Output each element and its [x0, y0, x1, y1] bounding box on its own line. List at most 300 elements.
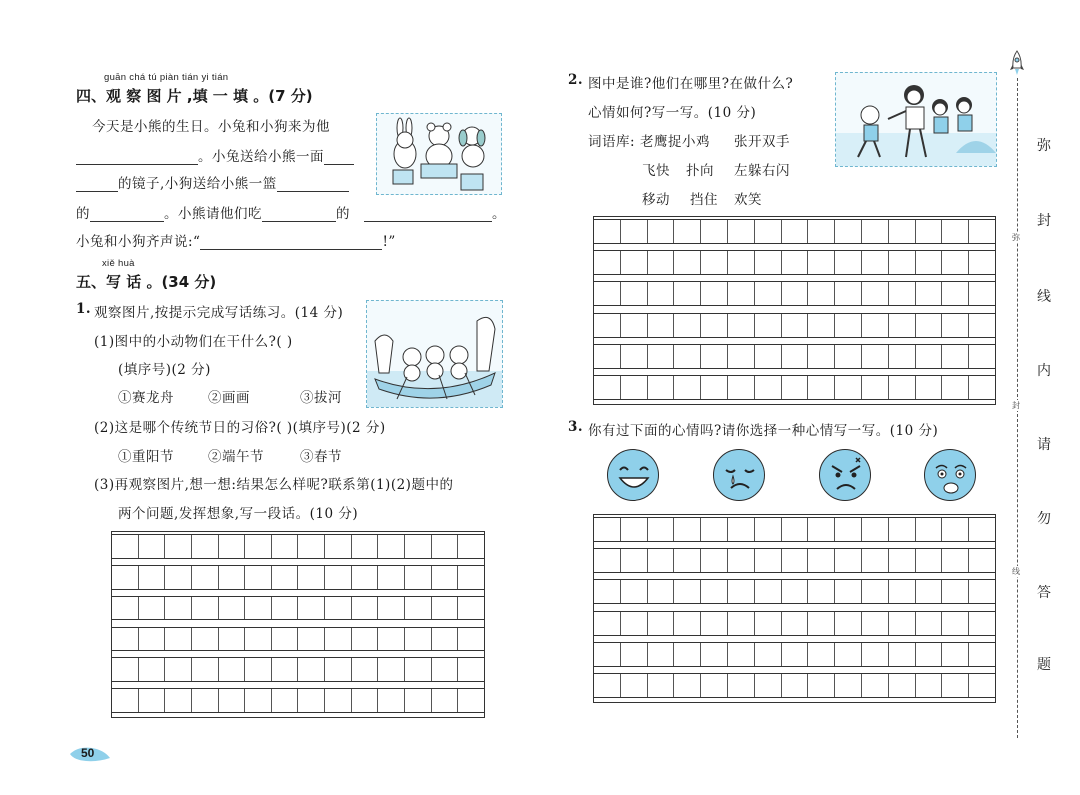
- grid-cell[interactable]: [889, 674, 916, 697]
- grid-cell[interactable]: [594, 612, 621, 635]
- writing-grid-q1[interactable]: [111, 531, 485, 718]
- grid-cell[interactable]: [648, 282, 675, 305]
- grid-cell[interactable]: [352, 566, 379, 589]
- grid-row: [112, 534, 484, 559]
- grid-cell[interactable]: [674, 674, 701, 697]
- grid-cell[interactable]: [192, 628, 219, 651]
- grid-cell[interactable]: [808, 345, 835, 368]
- grid-cell[interactable]: [325, 597, 352, 620]
- grid-cell[interactable]: [916, 345, 943, 368]
- grid-cell[interactable]: [405, 597, 432, 620]
- grid-cell[interactable]: [862, 580, 889, 603]
- grid-cell[interactable]: [889, 549, 916, 572]
- grid-cell[interactable]: [862, 251, 889, 274]
- grid-cell[interactable]: [782, 314, 809, 337]
- grid-cell[interactable]: [916, 251, 943, 274]
- grid-cell[interactable]: [889, 282, 916, 305]
- grid-cell[interactable]: [165, 689, 192, 712]
- grid-cell[interactable]: [942, 376, 969, 399]
- grid-cell[interactable]: [192, 597, 219, 620]
- grid-cell[interactable]: [701, 612, 728, 635]
- grid-cell[interactable]: [594, 220, 621, 243]
- grid-cell[interactable]: [916, 674, 943, 697]
- grid-cell[interactable]: [378, 628, 405, 651]
- grid-cell[interactable]: [219, 535, 246, 558]
- grid-cell[interactable]: [298, 689, 325, 712]
- grid-cell[interactable]: [458, 535, 484, 558]
- grid-cell[interactable]: [432, 597, 459, 620]
- grid-cell[interactable]: [701, 251, 728, 274]
- grid-cell[interactable]: [835, 251, 862, 274]
- grid-cell[interactable]: [701, 282, 728, 305]
- grid-cell[interactable]: [969, 643, 995, 666]
- grid-cell[interactable]: [755, 220, 782, 243]
- grid-cell[interactable]: [298, 597, 325, 620]
- grid-cell[interactable]: [325, 535, 352, 558]
- grid-cell[interactable]: [219, 597, 246, 620]
- grid-cell[interactable]: [782, 251, 809, 274]
- grid-cell[interactable]: [942, 674, 969, 697]
- grid-cell[interactable]: [808, 282, 835, 305]
- grid-cell[interactable]: [165, 658, 192, 681]
- grid-cell[interactable]: [112, 597, 139, 620]
- grid-cell[interactable]: [969, 251, 995, 274]
- grid-cell[interactable]: [298, 535, 325, 558]
- grid-cell[interactable]: [728, 282, 755, 305]
- grid-cell[interactable]: [835, 674, 862, 697]
- grid-cell[interactable]: [674, 580, 701, 603]
- grid-cell[interactable]: [165, 628, 192, 651]
- grid-cell[interactable]: [782, 220, 809, 243]
- grid-cell[interactable]: [808, 580, 835, 603]
- grid-cell[interactable]: [139, 566, 166, 589]
- grid-cell[interactable]: [916, 314, 943, 337]
- grid-cell[interactable]: [755, 376, 782, 399]
- grid-cell[interactable]: [378, 597, 405, 620]
- grid-cell[interactable]: [245, 658, 272, 681]
- grid-cell[interactable]: [378, 658, 405, 681]
- grid-cell[interactable]: [969, 580, 995, 603]
- grid-cell[interactable]: [916, 549, 943, 572]
- grid-cell[interactable]: [782, 376, 809, 399]
- grid-cell[interactable]: [352, 689, 379, 712]
- grid-row: [112, 627, 484, 652]
- grid-cell[interactable]: [139, 628, 166, 651]
- grid-cell[interactable]: [728, 549, 755, 572]
- grid-cell[interactable]: [139, 658, 166, 681]
- grid-cell[interactable]: [755, 345, 782, 368]
- grid-cell[interactable]: [245, 689, 272, 712]
- grid-cell[interactable]: [808, 251, 835, 274]
- fill-blank[interactable]: [364, 208, 492, 222]
- grid-cell[interactable]: [942, 580, 969, 603]
- grid-cell[interactable]: [862, 643, 889, 666]
- grid-cell[interactable]: [835, 643, 862, 666]
- grid-cell[interactable]: [139, 535, 166, 558]
- grid-cell[interactable]: [728, 345, 755, 368]
- grid-cell[interactable]: [648, 549, 675, 572]
- grid-cell[interactable]: [458, 689, 484, 712]
- grid-cell[interactable]: [755, 518, 782, 541]
- grid-cell[interactable]: [755, 549, 782, 572]
- margin-char: 封: [1037, 213, 1051, 229]
- grid-cell[interactable]: [165, 535, 192, 558]
- grid-cell[interactable]: [219, 689, 246, 712]
- grid-cell[interactable]: [621, 674, 648, 697]
- grid-cell[interactable]: [755, 314, 782, 337]
- grid-cell[interactable]: [594, 518, 621, 541]
- grid-cell[interactable]: [674, 220, 701, 243]
- grid-cell[interactable]: [862, 549, 889, 572]
- grid-cell[interactable]: [621, 549, 648, 572]
- grid-cell[interactable]: [139, 689, 166, 712]
- grid-row: [594, 611, 995, 636]
- grid-cell[interactable]: [648, 580, 675, 603]
- grid-cell[interactable]: [458, 628, 484, 651]
- grid-cell[interactable]: [458, 658, 484, 681]
- grid-cell[interactable]: [594, 314, 621, 337]
- grid-cell[interactable]: [594, 251, 621, 274]
- grid-cell[interactable]: [378, 689, 405, 712]
- grid-cell[interactable]: [889, 220, 916, 243]
- grid-cell[interactable]: [594, 282, 621, 305]
- grid-row: [594, 313, 995, 338]
- grid-cell[interactable]: [862, 612, 889, 635]
- grid-cell[interactable]: [782, 345, 809, 368]
- grid-cell[interactable]: [701, 376, 728, 399]
- grid-cell[interactable]: [648, 345, 675, 368]
- grid-cell[interactable]: [112, 689, 139, 712]
- grid-cell[interactable]: [862, 314, 889, 337]
- grid-cell[interactable]: [701, 580, 728, 603]
- grid-cell[interactable]: [674, 282, 701, 305]
- q1-option-3: ③拔河: [300, 390, 342, 406]
- grid-cell[interactable]: [942, 549, 969, 572]
- q3-text: 你有过下面的心情吗?请你选择一种心情写一写。(10 分): [588, 423, 939, 439]
- grid-cell[interactable]: [969, 612, 995, 635]
- grid-cell[interactable]: [942, 314, 969, 337]
- grid-cell[interactable]: [378, 566, 405, 589]
- grid-cell[interactable]: [219, 628, 246, 651]
- fill-blank[interactable]: [200, 236, 382, 250]
- grid-cell[interactable]: [245, 535, 272, 558]
- grid-cell[interactable]: [835, 612, 862, 635]
- grid-cell[interactable]: [889, 643, 916, 666]
- grid-cell[interactable]: [808, 674, 835, 697]
- grid-cell[interactable]: [755, 643, 782, 666]
- grid-cell[interactable]: [942, 251, 969, 274]
- grid-cell[interactable]: [916, 518, 943, 541]
- grid-cell[interactable]: [112, 628, 139, 651]
- grid-cell[interactable]: [701, 643, 728, 666]
- grid-cell[interactable]: [969, 518, 995, 541]
- grid-cell[interactable]: [648, 251, 675, 274]
- grid-cell[interactable]: [378, 535, 405, 558]
- grid-cell[interactable]: [674, 518, 701, 541]
- grid-cell[interactable]: [808, 549, 835, 572]
- grid-cell[interactable]: [862, 518, 889, 541]
- grid-cell[interactable]: [701, 220, 728, 243]
- margin-char: 答: [1037, 585, 1051, 601]
- grid-cell[interactable]: [139, 597, 166, 620]
- grid-cell[interactable]: [648, 643, 675, 666]
- grid-cell[interactable]: [245, 628, 272, 651]
- margin-char: 线: [1037, 289, 1051, 305]
- grid-cell[interactable]: [782, 282, 809, 305]
- grid-cell[interactable]: [755, 580, 782, 603]
- grid-cell[interactable]: [432, 658, 459, 681]
- grid-cell[interactable]: [594, 674, 621, 697]
- grid-cell[interactable]: [835, 549, 862, 572]
- grid-cell[interactable]: [352, 535, 379, 558]
- grid-row: [594, 548, 995, 573]
- grid-cell[interactable]: [808, 376, 835, 399]
- grid-cell[interactable]: [889, 314, 916, 337]
- grid-cell[interactable]: [889, 580, 916, 603]
- grid-cell[interactable]: [889, 376, 916, 399]
- grid-cell[interactable]: [835, 518, 862, 541]
- grid-cell[interactable]: [272, 566, 299, 589]
- grid-cell[interactable]: [808, 220, 835, 243]
- fill-blank[interactable]: [76, 178, 118, 192]
- grid-cell[interactable]: [405, 535, 432, 558]
- grid-cell[interactable]: [701, 549, 728, 572]
- grid-cell[interactable]: [594, 580, 621, 603]
- section4-line2-text: 。小兔送给小熊一面: [198, 149, 324, 165]
- grid-cell[interactable]: [674, 612, 701, 635]
- grid-cell[interactable]: [969, 314, 995, 337]
- grid-cell[interactable]: [889, 518, 916, 541]
- grid-cell[interactable]: [728, 674, 755, 697]
- grid-cell[interactable]: [835, 314, 862, 337]
- grid-cell[interactable]: [405, 689, 432, 712]
- grid-cell[interactable]: [648, 376, 675, 399]
- grid-cell[interactable]: [621, 220, 648, 243]
- fill-blank[interactable]: [90, 208, 164, 222]
- grid-cell[interactable]: [165, 597, 192, 620]
- grid-cell[interactable]: [916, 612, 943, 635]
- grid-cell[interactable]: [621, 643, 648, 666]
- grid-cell[interactable]: [916, 643, 943, 666]
- grid-cell[interactable]: [782, 549, 809, 572]
- grid-cell[interactable]: [942, 345, 969, 368]
- grid-cell[interactable]: [728, 220, 755, 243]
- grid-cell[interactable]: [594, 643, 621, 666]
- grid-cell[interactable]: [889, 345, 916, 368]
- grid-cell[interactable]: [219, 566, 246, 589]
- grid-cell[interactable]: [728, 612, 755, 635]
- grid-cell[interactable]: [325, 689, 352, 712]
- grid-cell[interactable]: [621, 376, 648, 399]
- grid-cell[interactable]: [755, 612, 782, 635]
- grid-row: [594, 375, 995, 400]
- grid-cell[interactable]: [352, 658, 379, 681]
- grid-cell[interactable]: [916, 376, 943, 399]
- grid-cell[interactable]: [648, 674, 675, 697]
- grid-row: [594, 219, 995, 244]
- grid-cell[interactable]: [112, 566, 139, 589]
- grid-cell[interactable]: [862, 282, 889, 305]
- grid-cell[interactable]: [701, 518, 728, 541]
- grid-cell[interactable]: [405, 658, 432, 681]
- grid-cell[interactable]: [621, 612, 648, 635]
- fill-blank[interactable]: [262, 208, 336, 222]
- grid-row: [112, 596, 484, 621]
- grid-cell[interactable]: [808, 643, 835, 666]
- grid-cell[interactable]: [112, 658, 139, 681]
- grid-cell[interactable]: [835, 580, 862, 603]
- grid-cell[interactable]: [192, 566, 219, 589]
- grid-cell[interactable]: [916, 220, 943, 243]
- grid-cell[interactable]: [969, 220, 995, 243]
- grid-cell[interactable]: [325, 566, 352, 589]
- grid-cell[interactable]: [192, 535, 219, 558]
- fill-blank[interactable]: [76, 151, 198, 165]
- grid-cell[interactable]: [432, 566, 459, 589]
- grid-cell[interactable]: [219, 658, 246, 681]
- section4-heading: 四、观 察 图 片 ,填 一 填 。(7 分): [76, 87, 313, 105]
- grid-cell[interactable]: [728, 580, 755, 603]
- grid-cell[interactable]: [245, 566, 272, 589]
- grid-cell[interactable]: [245, 597, 272, 620]
- grid-cell[interactable]: [674, 376, 701, 399]
- grid-cell[interactable]: [969, 282, 995, 305]
- grid-cell[interactable]: [405, 628, 432, 651]
- grid-cell[interactable]: [728, 376, 755, 399]
- grid-cell[interactable]: [352, 628, 379, 651]
- grid-cell[interactable]: [835, 345, 862, 368]
- q3-number: 3.: [568, 419, 584, 435]
- grid-cell[interactable]: [272, 689, 299, 712]
- happy-face-icon: [607, 449, 659, 501]
- grid-cell[interactable]: [674, 314, 701, 337]
- grid-cell[interactable]: [728, 518, 755, 541]
- grid-cell[interactable]: [728, 251, 755, 274]
- grid-cell[interactable]: [942, 518, 969, 541]
- grid-cell[interactable]: [728, 643, 755, 666]
- grid-cell[interactable]: [621, 518, 648, 541]
- grid-cell[interactable]: [969, 674, 995, 697]
- grid-cell[interactable]: [432, 628, 459, 651]
- grid-cell[interactable]: [862, 674, 889, 697]
- grid-cell[interactable]: [808, 612, 835, 635]
- grid-cell[interactable]: [942, 220, 969, 243]
- grid-cell[interactable]: [701, 314, 728, 337]
- grid-cell[interactable]: [782, 580, 809, 603]
- grid-cell[interactable]: [942, 643, 969, 666]
- grid-cell[interactable]: [192, 689, 219, 712]
- grid-cell[interactable]: [728, 314, 755, 337]
- grid-cell[interactable]: [458, 597, 484, 620]
- grid-cell[interactable]: [969, 549, 995, 572]
- grid-cell[interactable]: [621, 580, 648, 603]
- grid-cell[interactable]: [808, 314, 835, 337]
- grid-cell[interactable]: [648, 314, 675, 337]
- grid-cell[interactable]: [862, 345, 889, 368]
- grid-cell[interactable]: [889, 612, 916, 635]
- grid-cell[interactable]: [272, 658, 299, 681]
- grid-cell[interactable]: [674, 549, 701, 572]
- grid-cell[interactable]: [782, 674, 809, 697]
- grid-cell[interactable]: [835, 376, 862, 399]
- grid-cell[interactable]: [674, 251, 701, 274]
- grid-cell[interactable]: [325, 658, 352, 681]
- grid-cell[interactable]: [352, 597, 379, 620]
- grid-cell[interactable]: [862, 376, 889, 399]
- grid-cell[interactable]: [755, 674, 782, 697]
- angry-face-icon: [819, 449, 871, 501]
- grid-cell[interactable]: [458, 566, 484, 589]
- grid-cell[interactable]: [942, 612, 969, 635]
- fill-blank[interactable]: [324, 151, 354, 165]
- grid-cell[interactable]: [621, 282, 648, 305]
- q1-number: 1.: [76, 301, 92, 317]
- grid-cell[interactable]: [782, 612, 809, 635]
- grid-cell[interactable]: [969, 345, 995, 368]
- grid-cell[interactable]: [835, 220, 862, 243]
- grid-cell[interactable]: [621, 251, 648, 274]
- grid-cell[interactable]: [889, 251, 916, 274]
- fill-blank[interactable]: [277, 178, 349, 192]
- grid-cell[interactable]: [969, 376, 995, 399]
- grid-cell[interactable]: [298, 566, 325, 589]
- grid-cell[interactable]: [648, 612, 675, 635]
- grid-cell[interactable]: [432, 689, 459, 712]
- seal-mini-1: 弥: [1012, 233, 1020, 242]
- grid-cell[interactable]: [942, 282, 969, 305]
- writing-grid-q2[interactable]: [593, 216, 996, 405]
- grid-cell[interactable]: [594, 549, 621, 572]
- grid-cell[interactable]: [701, 345, 728, 368]
- writing-grid-q3[interactable]: [593, 514, 996, 703]
- grid-cell[interactable]: [298, 628, 325, 651]
- grid-cell[interactable]: [755, 282, 782, 305]
- section4-pinyin: guān chá tú piàn tián yi tián: [104, 72, 229, 83]
- grid-cell[interactable]: [405, 566, 432, 589]
- grid-cell[interactable]: [272, 597, 299, 620]
- grid-cell[interactable]: [621, 314, 648, 337]
- grid-cell[interactable]: [674, 345, 701, 368]
- q2-word: 欢笑: [734, 192, 762, 208]
- grid-cell[interactable]: [594, 376, 621, 399]
- grid-cell[interactable]: [325, 628, 352, 651]
- section4-line5-a: 小兔和小狗齐声说:“: [76, 234, 201, 250]
- grid-cell[interactable]: [916, 580, 943, 603]
- grid-cell[interactable]: [755, 251, 782, 274]
- grid-cell[interactable]: [298, 658, 325, 681]
- grid-cell[interactable]: [621, 345, 648, 368]
- grid-cell[interactable]: [165, 566, 192, 589]
- grid-cell[interactable]: [862, 220, 889, 243]
- margin-char: 请: [1037, 437, 1051, 453]
- grid-cell[interactable]: [808, 518, 835, 541]
- grid-cell[interactable]: [701, 674, 728, 697]
- grid-cell[interactable]: [916, 282, 943, 305]
- grid-cell[interactable]: [192, 658, 219, 681]
- grid-cell[interactable]: [648, 220, 675, 243]
- grid-cell[interactable]: [782, 643, 809, 666]
- grid-cell[interactable]: [648, 518, 675, 541]
- grid-cell[interactable]: [272, 628, 299, 651]
- grid-cell[interactable]: [782, 518, 809, 541]
- grid-cell[interactable]: [432, 535, 459, 558]
- section4-line3-text: 的镜子,小狗送给小熊一篮: [118, 176, 277, 192]
- grid-cell[interactable]: [594, 345, 621, 368]
- grid-cell[interactable]: [674, 643, 701, 666]
- grid-cell[interactable]: [112, 535, 139, 558]
- grid-cell[interactable]: [835, 282, 862, 305]
- grid-cell[interactable]: [272, 535, 299, 558]
